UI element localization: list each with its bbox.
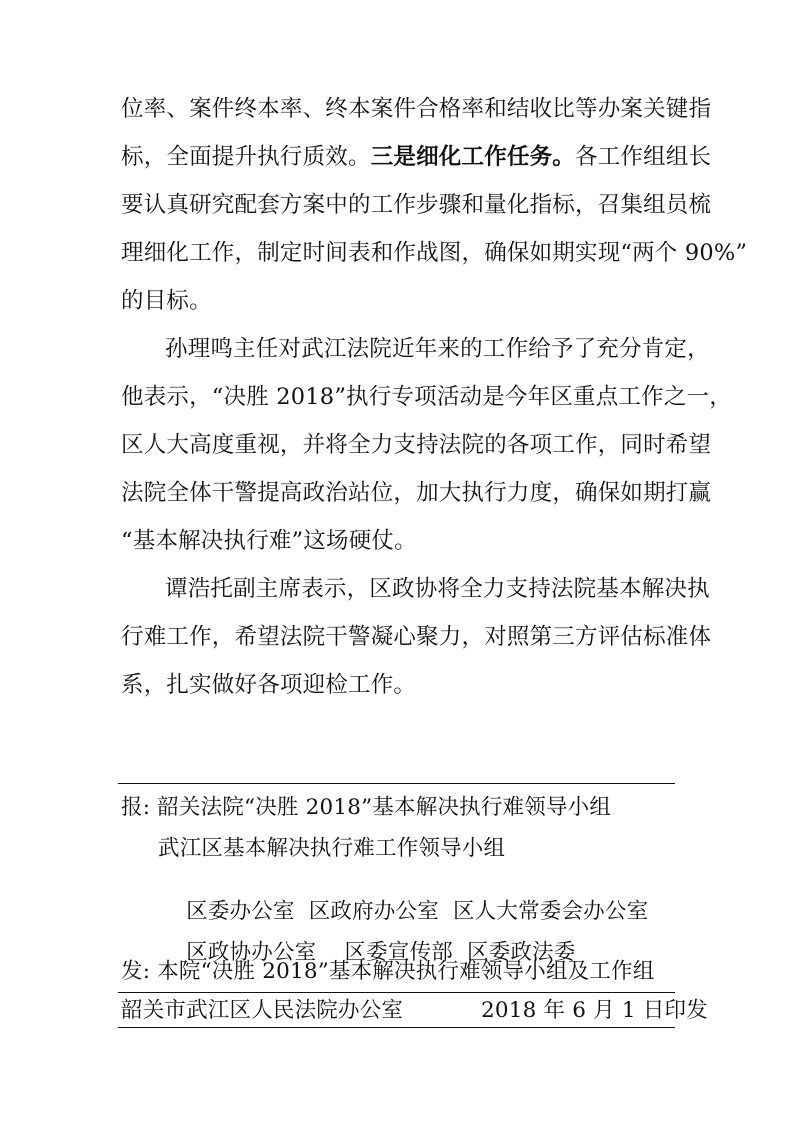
paragraph-1-line-1 [121,96,712,122]
text-segment: 标，全面提升执行质效。 [121,144,371,170]
text-line: 要认真研究配套方案中的工作步骤和量化指标，召集组员梳 [121,192,712,218]
report-label: 报: [121,795,151,820]
text-line: 系，扎实做好各项迎检工作。 [121,672,417,698]
text-line: 理细化工作，制定时间表和作战图，确保如期实现“两个 90%” [121,240,748,266]
paragraph-1-line-5 [121,290,212,313]
send-to-line [121,961,654,983]
paragraph-3-line-2 [121,626,711,649]
send-recipient: 本院“决胜 2018”基本解决执行难领导小组及工作组 [157,959,655,984]
report-recipient: 韶关法院“决胜 2018”基本解决执行难领导小组 [157,795,612,820]
report-to-line-1 [121,797,611,819]
text-line: 他表示，“决胜 2018”执行专项活动是今年区重点工作之一， [121,384,732,410]
report-recipient: 区政协办公室 区委宣传部 区委政法委 [186,939,576,965]
paragraph-1-line-4 [121,242,747,265]
report-recipient: 区委办公室 区政府办公室 区人大常委会办公室 [186,898,649,924]
send-label: 发: [121,959,151,984]
emphasis-text: 三是细化工作任务。 [370,144,576,170]
paragraph-3-line-1 [165,578,710,601]
middle-divider [118,992,675,993]
issuer-line [121,1000,403,1022]
paragraph-1-line-3 [121,194,711,217]
text-line: “基本解决执行难”这场硬仗。 [121,528,417,554]
paragraph-1-line-2 [121,146,711,169]
paragraph-2-line-1 [165,338,710,361]
bottom-divider [118,1027,675,1028]
report-recipient: 武江区基本解决执行难工作领导小组 [158,836,506,861]
text-line: 位率、案件终本率、终本案件合格率和结收比等办案关键指 [121,96,712,122]
text-line: 的目标。 [121,288,212,314]
issue-date-line [481,1000,708,1022]
report-to-line-2 [158,838,505,860]
paragraph-2-line-5 [121,530,417,553]
text-line: 法院全体干警提高政治站位，加大执行力度，确保如期打赢 [121,480,712,506]
text-line: 谭浩托副主席表示，区政协将全力支持法院基本解决执 [165,576,710,602]
text-line: 行难工作，希望法院干警凝心聚力，对照第三方评估标准体 [121,624,712,650]
issuer: 韶关市武江区人民法院办公室 [121,998,404,1023]
issue-date: 2018 年 6 月 1 日印发 [481,998,708,1023]
paragraph-3-line-3 [121,674,416,697]
paragraph-2-line-2 [121,386,732,409]
text-line: 区人大高度重视，并将全力支持法院的各项工作，同时希望 [121,432,712,458]
text-segment: 各工作组组长 [575,144,712,170]
paragraph-2-line-3 [121,434,711,457]
paragraph-2-line-4 [121,482,711,505]
text-line: 孙理鸣主任对武江法院近年来的工作给予了充分肯定， [165,336,710,362]
top-divider [118,783,675,784]
